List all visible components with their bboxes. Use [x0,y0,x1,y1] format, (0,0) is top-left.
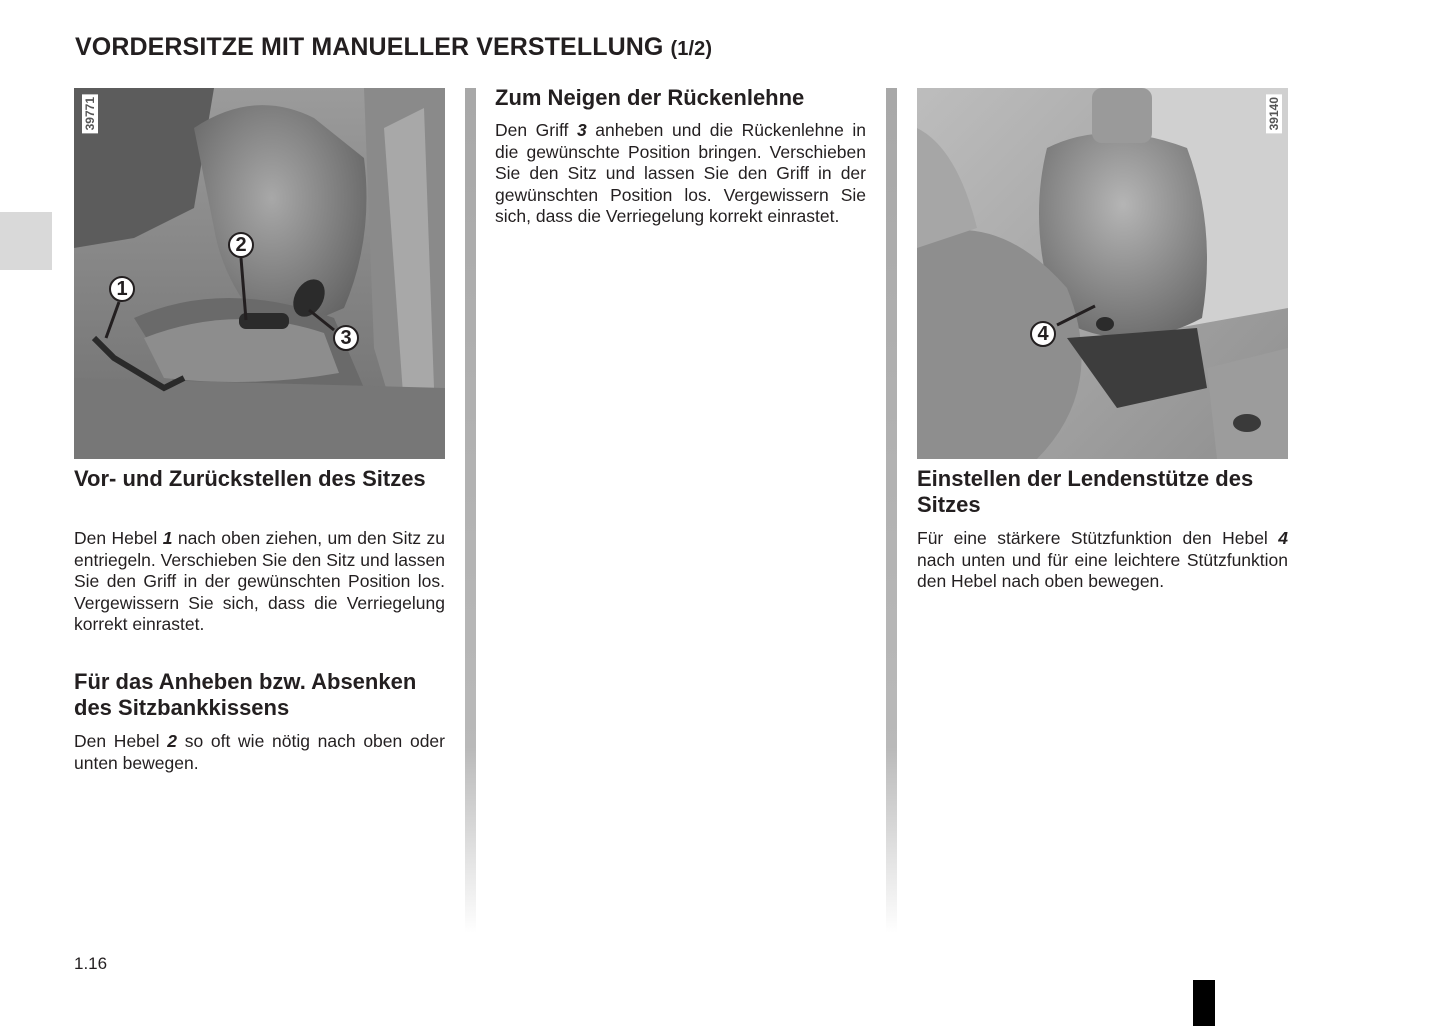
seat-levers-illustration [74,88,445,459]
lever-reference: 1 [162,528,173,548]
page-title [75,33,712,62]
page-edge-marker [1193,980,1215,1026]
callout-4: 4 [1030,321,1056,347]
paragraph-height: Den Hebel 2 so oft wie nötig nach oben oder unten bewegen. [74,731,445,773]
paragraph-recline: Den Griff 3 anheben und die Rückenlehne in die gewünschte Position bringen. Verschieben Sie den Sitz und lassen Sie den Griff in der gewünschten Position los. Vergewissern Sie sich, dass die Verriegelung korrekt einrastet. [495,120,866,226]
page-title-main: VORDERSITZE MIT MANUELLER VERSTELLUNG [75,33,664,61]
section-tab [0,212,52,270]
heading-height: Für das Anheben bzw. Absenken des Sitzbankkissens [74,669,417,720]
callout-3: 3 [333,325,359,351]
column-divider-left [465,88,476,933]
handle-reference: 3 [576,120,587,140]
page-number: 1.16 [74,954,108,973]
figure-id: 39771 [82,94,98,133]
figure-id: 39140 [1266,94,1282,133]
heading-lumbar: Einstellen der Lendenstütze des Sitzes [917,466,1254,517]
paragraph-fore-aft: Den Hebel 1 nach oben ziehen, um den Sitz zu entriegeln. Verschieben Sie den Sitz und lassen Sie den Griff in der gewünschten Position los. Vergewissern Sie sich, dass die Verriegelung korrekt einrastet. [74,528,445,634]
paragraph-lumbar: Für eine stärkere Stützfunktion den Hebel 4 nach unten und für eine leichtere Stützfunktion den Hebel nach oben bewegen. [917,528,1288,591]
callout-1: 1 [109,276,135,302]
page-title-part: (1/2) [670,38,713,60]
figure-lumbar-lever [917,88,1288,459]
figure-seat-levers [74,88,445,459]
lever-reference: 2 [167,731,177,751]
callout-2: 2 [228,232,254,258]
column-divider-right [886,88,897,933]
lumbar-illustration [917,88,1288,459]
lever-reference: 4 [1278,528,1288,548]
heading-fore-aft: Vor- und Zurückstellen des Sitzes [74,466,426,491]
heading-recline: Zum Neigen der Rückenlehne [495,85,805,110]
